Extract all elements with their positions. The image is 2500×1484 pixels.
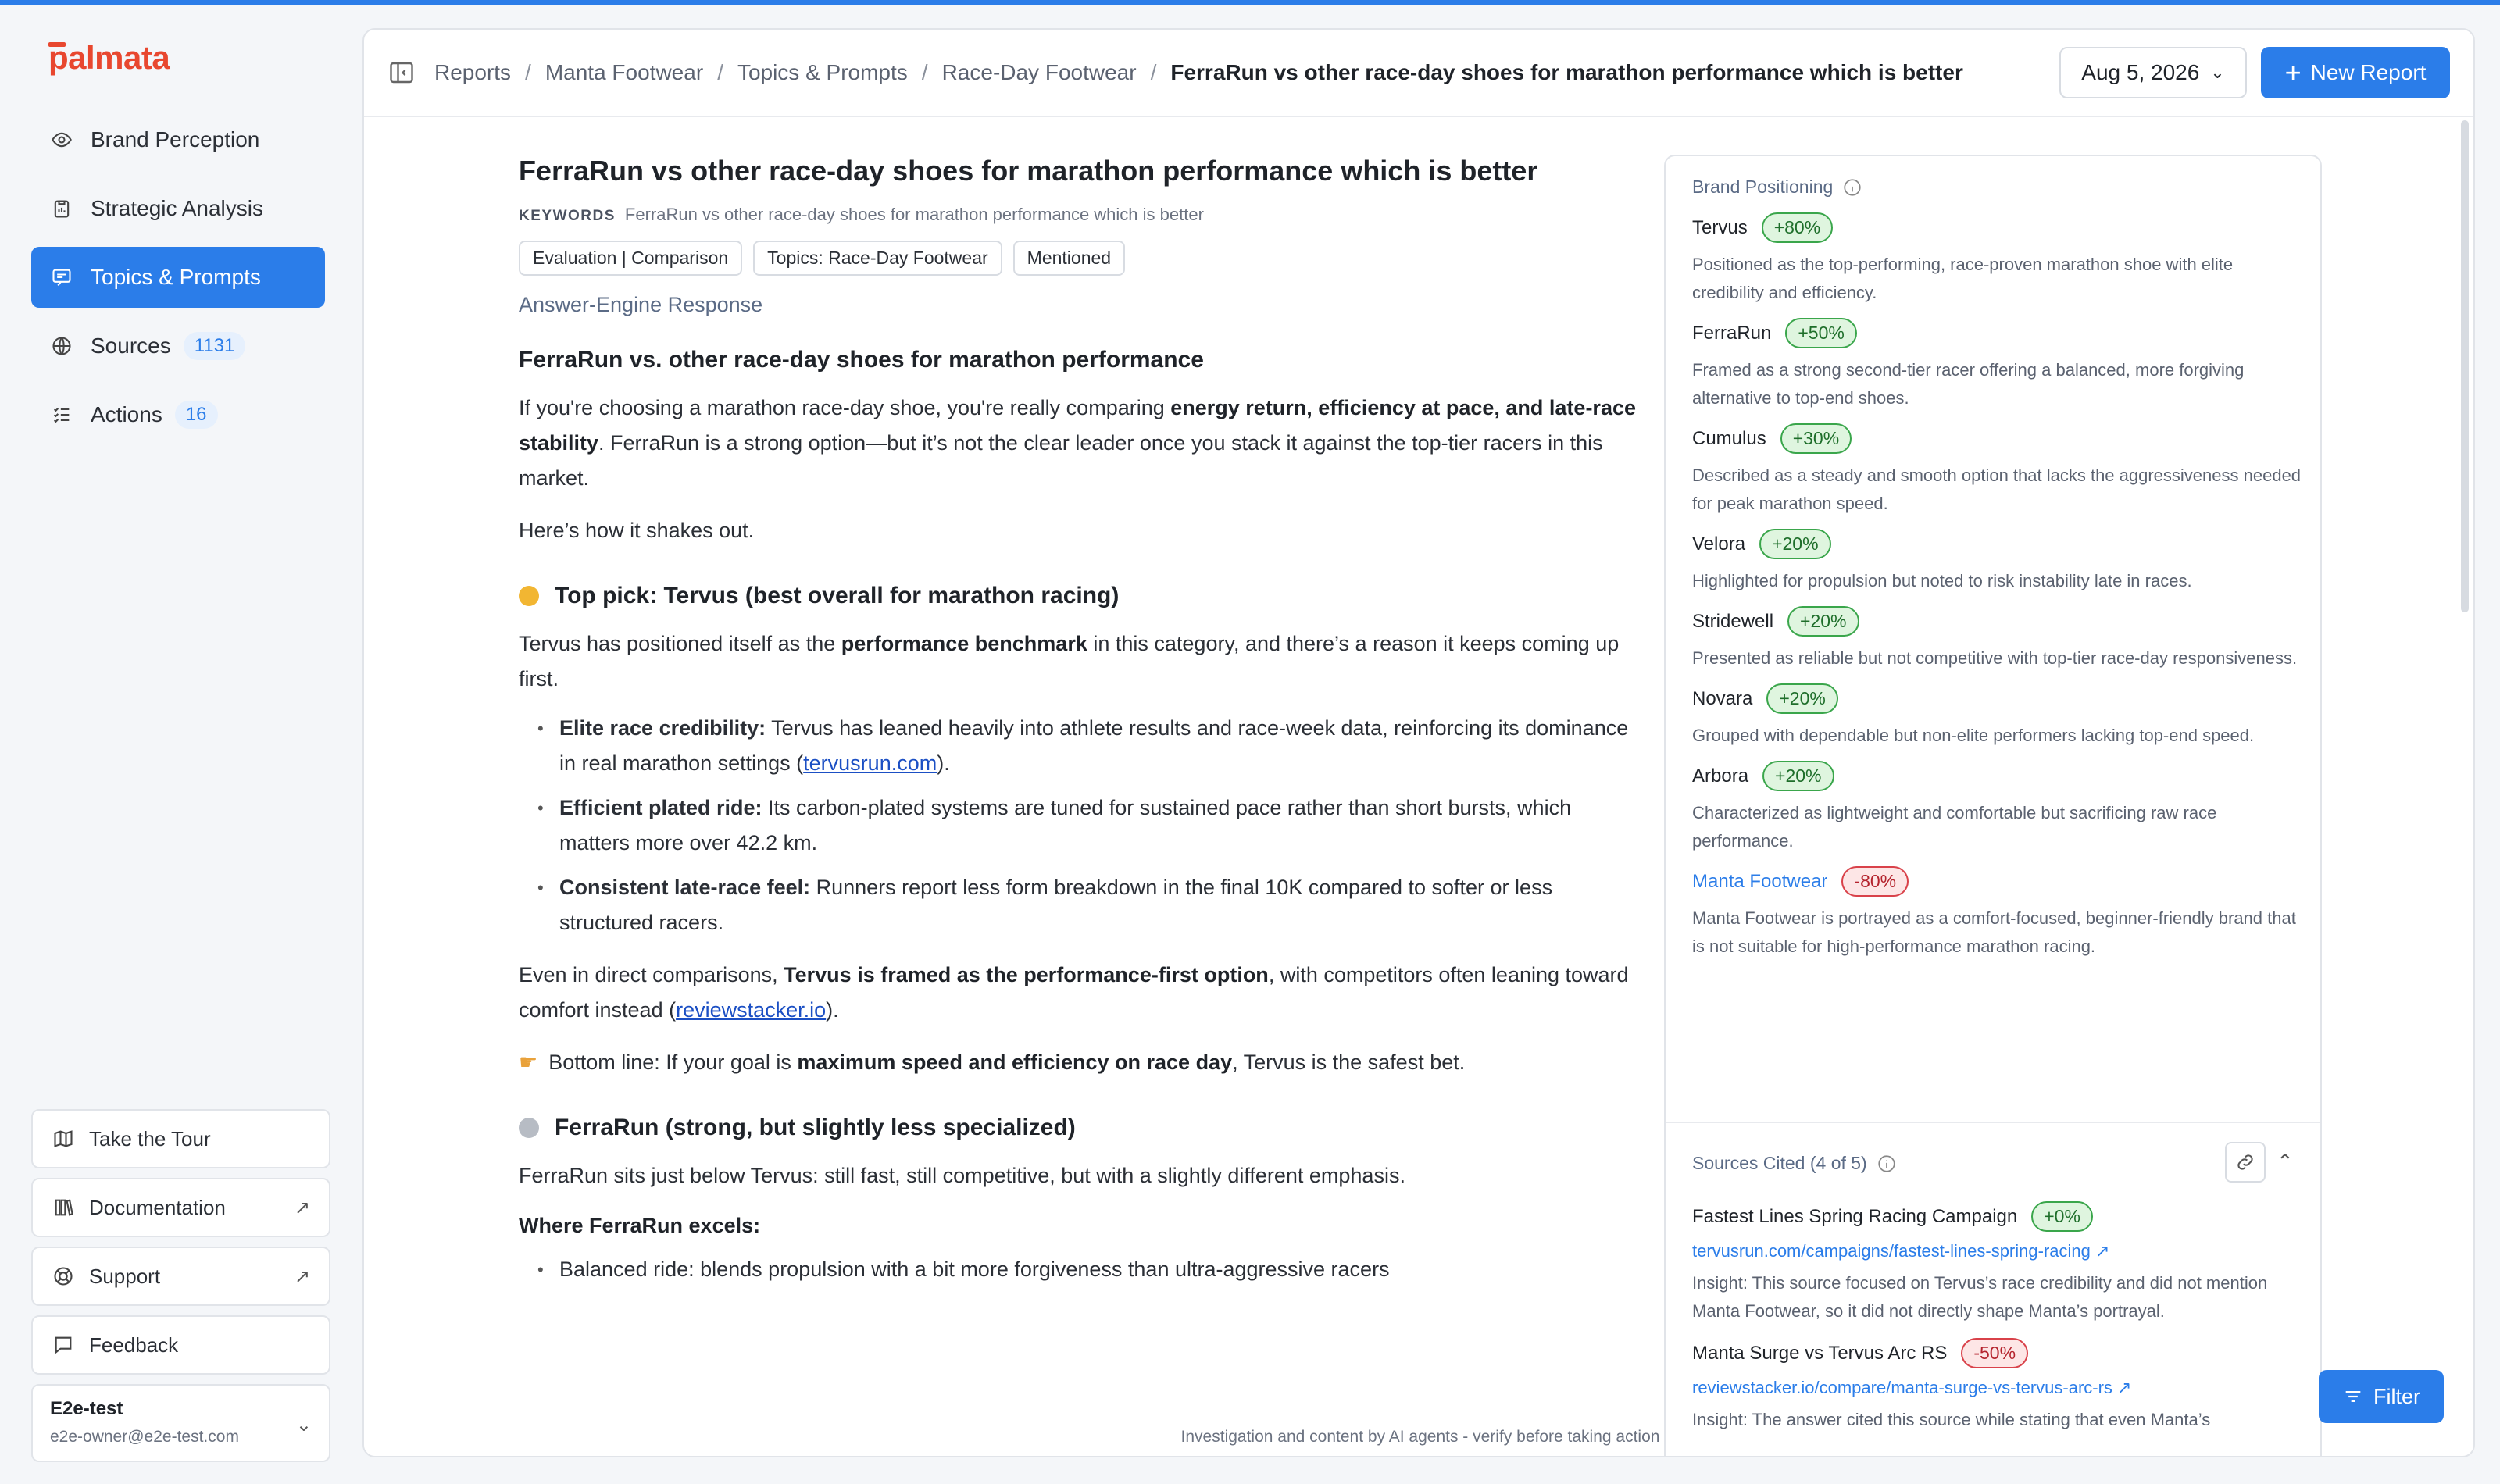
feedback-button[interactable] (31, 1315, 330, 1375)
sidebar-item-label: Actions (91, 402, 162, 426)
user-email: e2e-owner@e2e-test.com (50, 1428, 239, 1446)
sidebar-item-label: Topics & Prompts (91, 265, 261, 289)
tag-topic: Topics: Race-Day Footwear (753, 241, 1002, 276)
link-icon (2234, 1151, 2256, 1173)
brand-description: Positioned as the top-performing, race-proven marathon shoe with elite credibility and efficiency. (1692, 255, 2234, 302)
actions-count-badge: 16 (175, 401, 218, 429)
score-badge: +80% (1762, 212, 1833, 243)
text: Its carbon-plated systems are tuned for sustained pace rather than short bursts, which matters more over 42.2 km. (559, 796, 1572, 854)
breadcrumb-brand[interactable]: Manta Footwear (545, 60, 704, 84)
text: Tervus has positioned itself as the (519, 632, 841, 655)
tag-list (519, 241, 1641, 276)
page-header (364, 30, 2473, 117)
paragraph-comparison (519, 958, 1641, 1028)
tag-mention-status: Mentioned (1013, 241, 1125, 276)
report-article (519, 155, 1641, 1297)
sidebar-item-actions[interactable] (31, 384, 325, 445)
list-item (559, 711, 1641, 781)
clipboard-chart-icon (50, 197, 73, 220)
top-accent-bar (0, 0, 2500, 5)
page-title: FerraRun vs other race-day shoes for marathon performance which is better (519, 155, 1538, 187)
brand-description: Characterized as lightweight and comfortable but sacrificing raw race performance. (1692, 803, 2217, 851)
source-title: Manta Surge vs Tervus Arc RS (1692, 1342, 1948, 1364)
sources-count-badge: 1131 (184, 332, 246, 360)
score-badge: -50% (1961, 1338, 2028, 1368)
brand-name[interactable]: FerraRun (1692, 322, 1772, 344)
bold-text: energy return, efficiency at pace, and late-race stability (519, 396, 1636, 455)
response-heading: FerraRun vs. other race-day shoes for marathon performance (519, 347, 1204, 373)
chevron-down-icon: ⌄ (295, 1414, 312, 1436)
support-label: Support (89, 1264, 161, 1288)
text: ). (826, 998, 839, 1022)
breadcrumb-topics[interactable]: Topics & Prompts (737, 60, 908, 84)
brand-entry (1692, 683, 2302, 750)
text: Runners report less form breakdown in the final 10K compared to softer or less structured racers. (559, 876, 1553, 934)
source-list (1692, 1201, 2309, 1447)
keywords-value: FerraRun vs other race-day shoes for marathon performance which is better (624, 205, 1204, 224)
sidebar-item-brand-perception[interactable] (31, 109, 325, 170)
subheading-excels: Where FerraRun excels: (519, 1214, 761, 1237)
take-tour-button[interactable] (31, 1109, 330, 1168)
tag-category: Evaluation | Comparison (519, 241, 742, 276)
text: Tervus has leaned heavily into athlete results and race-week data, reinforcing its dominance in real marathon settings ( (559, 716, 1629, 775)
sidebar-footer (31, 1109, 330, 1462)
text: , with competitors often leaning toward comfort instead ( (519, 963, 1629, 1022)
brand-entry (1692, 423, 2302, 518)
brand-name[interactable]: Manta Footwear (1692, 870, 1828, 892)
lifebuoy-icon (52, 1265, 75, 1288)
user-name: E2e-test (50, 1398, 123, 1419)
checklist-icon (50, 403, 73, 426)
response-label: Answer-Engine Response (519, 293, 763, 316)
text: Even in direct comparisons, (519, 963, 784, 986)
new-report-button[interactable] (2261, 47, 2450, 98)
plus-icon: + (2284, 56, 2302, 88)
score-badge: +0% (2031, 1201, 2093, 1232)
brand-name[interactable]: Stridewell (1692, 610, 1774, 632)
brand-name[interactable]: Cumulus (1692, 427, 1766, 449)
citation-link[interactable]: reviewstacker.io (676, 998, 827, 1022)
chevron-up-icon[interactable]: ⌃ (2277, 1150, 2294, 1173)
library-icon (52, 1196, 75, 1219)
score-badge: +50% (1785, 318, 1856, 348)
user-account-menu[interactable] (31, 1384, 330, 1462)
source-insight: Insight: The answer cited this source while stating that even Manta’s (1692, 1410, 2211, 1429)
bullet-list (519, 711, 1641, 940)
brand-entry-own (1692, 866, 2302, 961)
brand-description: Framed as a strong second-tier racer offering a balanced, more forgiving alternative to top-end shoes. (1692, 360, 2245, 408)
paragraph-ferrarun: FerraRun sits just below Tervus: still fast, still competitive, but with a slightly different emphasis. (519, 1164, 1405, 1187)
bold-text: Tervus is framed as the performance-first option (784, 963, 1269, 986)
brand-entry (1692, 318, 2302, 412)
silver-medal-icon (519, 1118, 539, 1138)
chat-icon (50, 266, 73, 289)
brand-name[interactable]: Velora (1692, 533, 1746, 555)
feedback-label: Feedback (89, 1332, 179, 1357)
sidebar-item-label: Brand Perception (91, 127, 260, 152)
take-tour-label: Take the Tour (89, 1126, 211, 1150)
section-heading-top-pick (519, 583, 1641, 609)
source-insight: Insight: This source focused on Tervus’s race credibility and did not mention Manta Footwear, so it did not directly shape Manta’s portrayal. (1692, 1273, 2268, 1321)
sidebar-toggle-icon[interactable] (388, 59, 416, 87)
source-item (1692, 1201, 2309, 1325)
breadcrumb-reports[interactable]: Reports (434, 60, 512, 84)
info-icon[interactable] (1877, 1154, 1897, 1174)
date-value: Aug 5, 2026 (2081, 60, 2200, 84)
source-link[interactable]: tervusrun.com/campaigns/fastest-lines-spring-racing ↗ (1692, 1241, 2110, 1261)
documentation-button[interactable] (31, 1178, 330, 1237)
list-item (559, 790, 1641, 861)
filter-button[interactable] (2319, 1370, 2444, 1423)
info-icon[interactable] (1842, 177, 1862, 198)
bullet-list (519, 1252, 1641, 1287)
ai-disclaimer: Investigation and content by AI agents - verify before taking action (1180, 1428, 1660, 1446)
brand-entry (1692, 761, 2302, 855)
brand-entry (1692, 606, 2302, 672)
text: If you're choosing a marathon race-day shoe, you're really comparing (519, 396, 1171, 419)
list-item: • Balanced ride: blends propulsion with a bit more forgiveness than ultra-aggressive racers (559, 1252, 1641, 1287)
brand-entry (1692, 212, 2302, 307)
bold-text: performance benchmark (841, 632, 1088, 655)
brand-list (1692, 212, 2302, 972)
breadcrumb-separator: / (1150, 60, 1157, 84)
documentation-label: Documentation (89, 1195, 226, 1219)
paragraph-bottom-line (519, 1045, 1641, 1080)
brand-name[interactable]: Tervus (1692, 216, 1748, 238)
brand-description: Manta Footwear is portrayed as a comfort-focused, beginner-friendly brand that is not suitable for high-performance marathon racing. (1692, 908, 2296, 956)
breadcrumb (434, 60, 1963, 85)
keywords-line (519, 205, 1641, 225)
sidebar-item-strategic-analysis[interactable] (31, 178, 325, 239)
text: ). (937, 751, 950, 775)
sidebar-item-sources[interactable] (31, 316, 325, 376)
brand-description: Highlighted for propulsion but noted to risk instability late in races. (1692, 571, 2192, 590)
brand-description: Described as a steady and smooth option that lacks the aggressiveness needed for peak marathon speed. (1692, 466, 2302, 513)
score-badge: +20% (1766, 683, 1838, 714)
message-square-icon (52, 1333, 75, 1357)
sources-cited-heading (1692, 1153, 1897, 1174)
text: Bottom line: If your goal is (548, 1051, 798, 1074)
pointing-hand-icon: ☛ (519, 1051, 538, 1074)
keywords-label: KEYWORDS (519, 208, 616, 224)
chevron-down-icon: ⌄ (2210, 62, 2225, 82)
support-button[interactable] (31, 1247, 330, 1306)
score-badge: +30% (1780, 423, 1852, 454)
divider (1666, 1122, 2322, 1123)
score-badge: +20% (1759, 529, 1830, 559)
breadcrumb-separator: / (921, 60, 928, 84)
map-icon (52, 1127, 75, 1150)
eye-icon (50, 128, 73, 152)
source-title: Fastest Lines Spring Racing Campaign (1692, 1205, 2018, 1227)
globe-icon (50, 334, 73, 358)
copy-link-button[interactable] (2225, 1142, 2266, 1183)
sidebar-nav (31, 109, 325, 453)
bold-text: Consistent late-race feel: (559, 876, 811, 899)
brand-name[interactable]: Novara (1692, 687, 1753, 709)
score-badge: +20% (1788, 606, 1859, 637)
paragraph-shakeout: Here’s how it shakes out. (519, 519, 755, 542)
source-item (1692, 1338, 2309, 1434)
heading-text: Top pick: Tervus (best overall for marathon racing) (555, 583, 1120, 608)
heading-text: FerraRun (strong, but slightly less specialized) (555, 1115, 1076, 1140)
sidebar-item-label: Strategic Analysis (91, 196, 263, 220)
external-link-icon: ↗ (294, 1197, 310, 1218)
logo[interactable]: palmata (48, 39, 170, 76)
section-heading-ferrarun (519, 1115, 1641, 1141)
score-badge: +20% (1762, 761, 1834, 791)
breadcrumb-separator: / (525, 60, 531, 84)
breadcrumb-current: FerraRun vs other race-day shoes for marathon performance which is better (1170, 60, 1963, 84)
citation-link[interactable]: tervusrun.com (803, 751, 938, 775)
date-picker[interactable] (2059, 47, 2247, 98)
sidebar-item-topics-prompts[interactable] (31, 247, 325, 308)
main-panel (362, 28, 2475, 1457)
sources-title: Sources Cited (4 of 5) (1692, 1153, 1867, 1173)
bold-text: Elite race credibility: (559, 716, 766, 740)
source-link[interactable]: reviewstacker.io/compare/manta-surge-vs-tervus-arc-rs ↗ (1692, 1378, 2132, 1397)
brand-entry (1692, 529, 2302, 595)
text: . FerraRun is a strong option—but it’s not the clear leader once you stack it against the top-tier racers in this market. (519, 431, 1603, 490)
text: , Tervus is the safest bet. (1232, 1051, 1466, 1074)
paragraph-tervus (519, 626, 1641, 697)
breadcrumb-topic[interactable]: Race-Day Footwear (941, 60, 1137, 84)
brand-description: Grouped with dependable but non-elite performers lacking top-end speed. (1692, 726, 2255, 745)
sidebar (0, 5, 352, 1484)
filter-label: Filter (2373, 1384, 2420, 1408)
bold-text: Efficient plated ride: (559, 796, 762, 819)
brand-positioning-heading (1692, 177, 1862, 198)
bold-text: maximum speed and efficiency on race day (797, 1051, 1233, 1074)
list-item (559, 870, 1641, 940)
sidebar-item-label: Sources (91, 334, 171, 358)
brand-positioning-panel (1664, 155, 2322, 1457)
brand-name[interactable]: Arbora (1692, 765, 1749, 787)
paragraph-intro (519, 391, 1641, 496)
filter-icon (2342, 1386, 2364, 1407)
scrollbar[interactable] (2461, 120, 2469, 612)
external-link-icon: ↗ (294, 1265, 310, 1287)
gold-medal-icon (519, 586, 539, 606)
brand-description: Presented as reliable but not competitive with top-tier race-day responsiveness. (1692, 648, 2298, 668)
panel-title: Brand Positioning (1692, 177, 1834, 197)
new-report-label: New Report (2310, 60, 2427, 84)
score-badge: -80% (1841, 866, 1909, 897)
text: in this category, and there’s a reason it keeps coming up first. (519, 632, 1620, 690)
breadcrumb-separator: / (717, 60, 723, 84)
